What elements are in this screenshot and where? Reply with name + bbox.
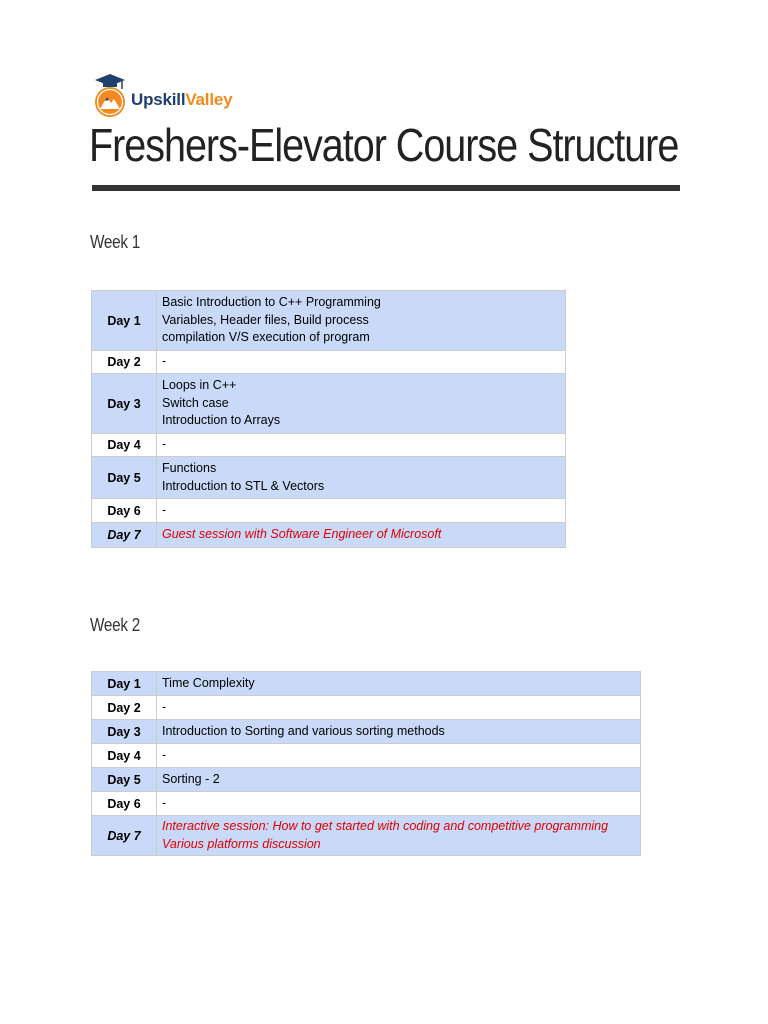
table-row — [92, 374, 566, 434]
session-content — [157, 434, 566, 457]
day-label: Day 4 — [92, 744, 157, 768]
session-topic: Sorting - 2 — [162, 771, 220, 786]
session-topic: - — [162, 354, 167, 369]
table-row — [92, 457, 566, 499]
session-topic: - — [162, 699, 167, 714]
session-topic: compilation V/S execution of program — [162, 330, 370, 345]
session-topic: Switch case — [162, 395, 229, 410]
session-content — [157, 768, 641, 792]
brand-wordmark-part1: Upskill — [131, 90, 186, 109]
session-topic: - — [162, 795, 167, 810]
day-label: Day 4 — [92, 434, 157, 457]
day-label: Day 7 — [92, 816, 157, 856]
session-topic: Loops in C++ — [162, 378, 237, 393]
day-label: Day 1 — [92, 291, 157, 351]
session-content — [157, 457, 566, 499]
brand-wordmark — [131, 90, 232, 110]
session-content — [157, 672, 641, 696]
session-content — [157, 792, 641, 816]
table-row — [92, 744, 641, 768]
title-underline — [92, 185, 680, 191]
table-row — [92, 672, 641, 696]
session-topic: Guest session with Software Engineer of Microsoft — [162, 527, 442, 542]
table-row — [92, 523, 566, 548]
brand-logo — [91, 72, 232, 120]
brand-wordmark-part2: Valley — [185, 90, 233, 109]
table-row — [92, 816, 641, 856]
day-label: Day 3 — [92, 374, 157, 434]
session-topic: Introduction to Arrays — [162, 413, 281, 428]
session-topic: Introduction to Sorting and various sorting methods — [162, 723, 445, 738]
table-row — [92, 434, 566, 457]
session-content — [157, 291, 566, 351]
session-content — [157, 523, 566, 548]
session-topic: - — [162, 437, 167, 452]
table-row — [92, 351, 566, 374]
day-label: Day 7 — [92, 523, 157, 548]
week-heading: Week 2 — [90, 615, 141, 635]
session-topic: Interactive session: How to get started with coding and competitive programming — [162, 819, 609, 833]
graduation-cap-mountain-icon — [91, 72, 129, 120]
session-content — [157, 744, 641, 768]
day-label: Day 1 — [92, 672, 157, 696]
day-label: Day 5 — [92, 768, 157, 792]
session-topic: Basic Introduction to C++ Programming — [162, 295, 381, 310]
table-row — [92, 768, 641, 792]
table-row — [92, 499, 566, 523]
session-topic: Introduction to STL & Vectors — [162, 478, 325, 493]
day-label: Day 6 — [92, 499, 157, 523]
session-content — [157, 720, 641, 744]
session-topic: Various platforms discussion — [162, 836, 321, 851]
day-label: Day 5 — [92, 457, 157, 499]
table-row — [92, 291, 566, 351]
session-topic: - — [162, 747, 167, 762]
week-1-schedule-table — [91, 290, 566, 548]
session-content — [157, 499, 566, 523]
page-title: Freshers-Elevator Course Structure — [89, 119, 679, 171]
day-label: Day 6 — [92, 792, 157, 816]
session-content — [157, 374, 566, 434]
week-heading: Week 1 — [90, 232, 141, 252]
week-2-schedule-table — [91, 671, 641, 856]
session-topic: Functions — [162, 461, 217, 475]
session-content — [157, 696, 641, 720]
session-topic: - — [162, 502, 167, 517]
table-row — [92, 696, 641, 720]
session-content — [157, 816, 641, 856]
session-topic: Time Complexity — [162, 675, 255, 690]
session-content — [157, 351, 566, 374]
table-row — [92, 792, 641, 816]
day-label: Day 3 — [92, 720, 157, 744]
table-row — [92, 720, 641, 744]
session-topic: Variables, Header files, Build process — [162, 312, 369, 327]
day-label: Day 2 — [92, 351, 157, 374]
day-label: Day 2 — [92, 696, 157, 720]
